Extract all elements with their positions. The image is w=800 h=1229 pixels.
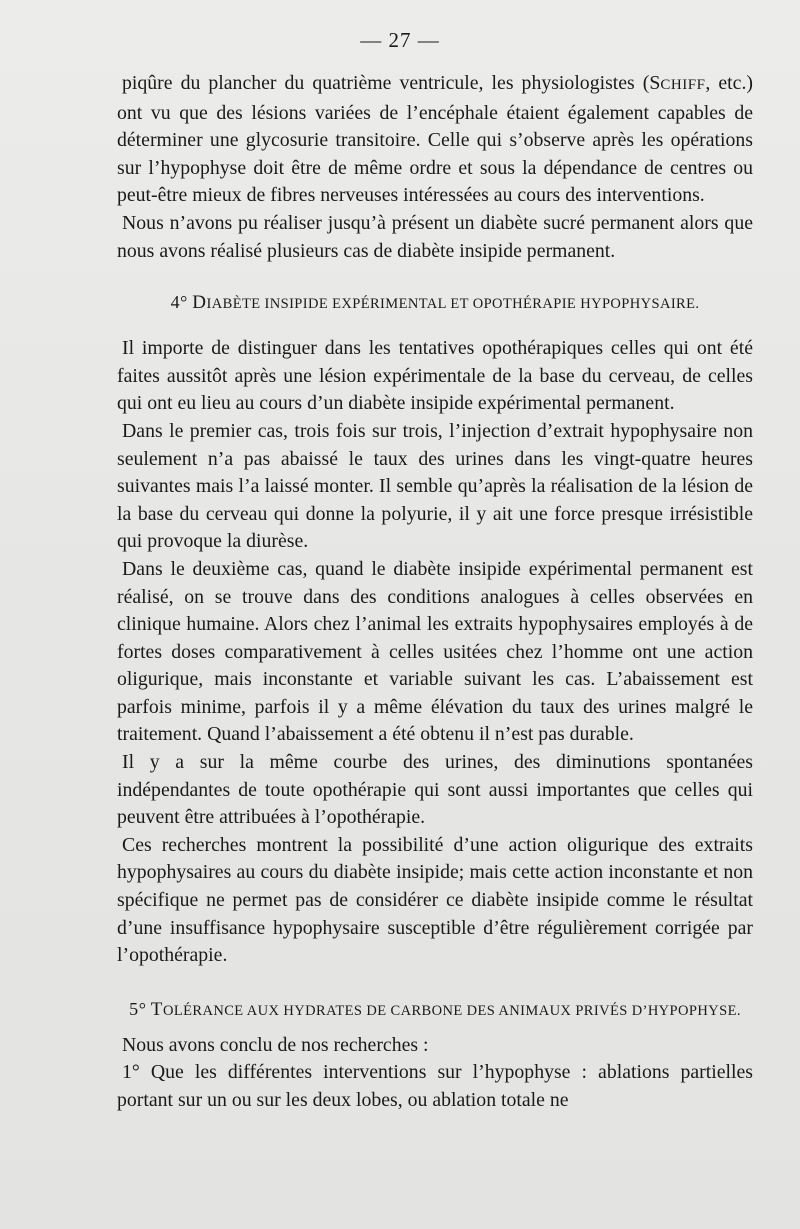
author-name-smallcaps: CHIFF xyxy=(660,77,706,93)
paragraph-continuation xyxy=(117,70,753,210)
section-5-heading xyxy=(117,998,753,1022)
page-body xyxy=(117,70,753,1115)
section-4-paragraph-1: Il importe de distinguer dans les tentatives opothérapiques celles qui ont été faites aussitôt après une lésion expérimentale de la base du cerveau, de celles qui ont eu lieu au cours d’un diabète insipide expérimental permanent. xyxy=(117,337,753,415)
section-4-paragraph-2: Dans le premier cas, trois fois sur trois, l’injection d’extrait hypophysaire non seulement n’a pas abaissé le taux des urines dans les vingt-quatre heures suivantes mais l’a laissé monter. Il semble qu’après la réalisation de la lésion de la base du cerveau qui donne la polyurie, il y ait une force presque irrésistible qui provoque la diurèse. xyxy=(117,419,753,553)
section-4-paragraph-3: Dans le deuxième cas, quand le diabète insipide expérimental permanent est réalisé, on se trouve dans des conditions analogues à celles observées en clinique humaine. Alors chez l’animal les extraits hypophysaires employés à de fortes doses comparativement à celles usitées chez l’homme ont une action oligurique, mais inconstante et variable suivant les cas. L’abaissement est parfois minime, parfois il y a même élévation du taux des urines malgré le traitement. Quand l’abaissement a été obtenu il n’est pas durable. xyxy=(117,557,753,746)
section-4-number: 4° xyxy=(170,292,188,313)
section-4-heading xyxy=(117,291,753,315)
paragraph-diabete-sucre: Nous n’avons pu réaliser jusqu’à présent un diabète sucré permanent alors que nous avons réalisé plusieurs cas de diabète insipide permanent. xyxy=(117,211,753,262)
page-number: — 27 — xyxy=(360,28,440,52)
section-4-paragraph-5: Ces recherches montrent la possibilité d’une action oligurique des extraits hypophysaires au cours du diabète insipide; mais cette action inconstante et non spécifique ne permet pas de considérer ce diabète insipide comme le résultat d’une insuffisance hypophysaire susceptible d’être régulièrement corrigée par l’opothérapie. xyxy=(117,833,753,967)
section-5-title: OLÉRANCE AUX HYDRATES DE CARBONE DES ANIMAUX PRIVÉS D’HYPOPHYSE. xyxy=(163,1002,741,1019)
section-4-initial: D xyxy=(192,292,207,314)
section-4-paragraph-4: Il y a sur la même courbe des urines, des diminutions spontanées indépendantes de toute opothérapie qui sont aussi importantes que celles qui peuvent être attribuées à l’opothérapie. xyxy=(117,751,753,829)
paragraph-text-after: , etc.) ont vu que des lésions variées de l’encéphale étaient également capables de déterminer une glycosurie transitoire. Celle qui s’observe après les opérations sur l’hypophyse doit être de même ordre et sous la dépendance de centres ou peut-être mieux de fibres nerveuses intéressées au cours des interventions. xyxy=(117,72,753,207)
section-4-title: IABÈTE INSIPIDE EXPÉRIMENTAL ET OPOTHÉRAPIE HYPOPHYSAIRE. xyxy=(206,296,700,313)
section-5-paragraph-1: Nous avons conclu de nos recherches : xyxy=(122,1033,429,1056)
paragraph-text-before: piqûre du plancher du quatrième ventricule, les physiologistes (S xyxy=(122,72,661,94)
section-5-paragraph-2: 1° Que les différentes interventions sur l’hypophyse : ablations partielles portant sur un ou sur les deux lobes, ou ablation totale ne xyxy=(117,1061,753,1111)
section-5-number: 5° xyxy=(129,998,147,1019)
section-5-initial: T xyxy=(150,998,163,1020)
